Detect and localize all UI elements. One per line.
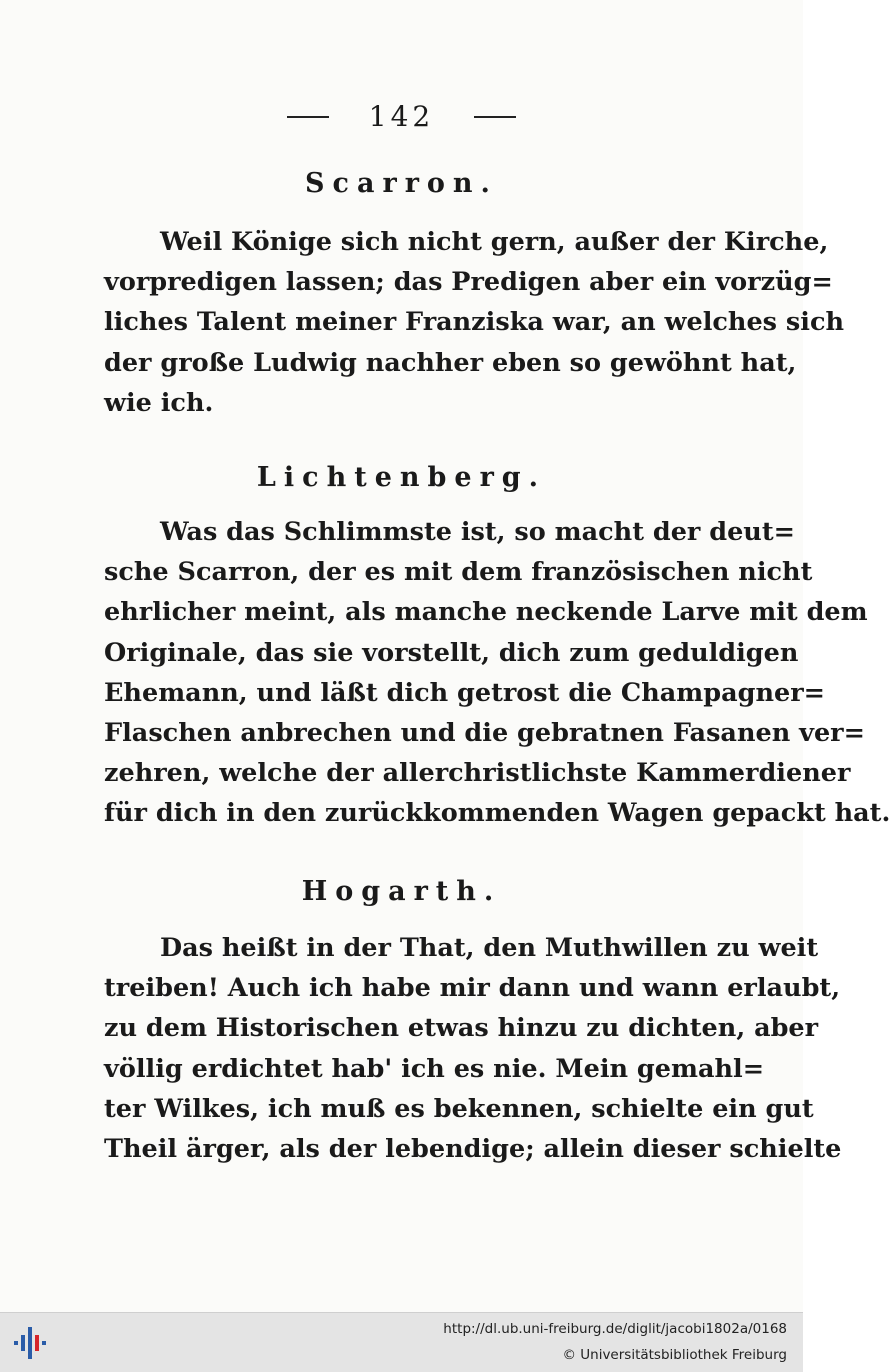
text-line: treiben! Auch ich habe mir dann und wann erlaubt,: [104, 973, 841, 1004]
footer-copyright: © Universitätsbibliothek Freiburg: [562, 1347, 787, 1363]
text-line: Was das Schlimmste ist, so macht der deut=: [160, 517, 795, 547]
page-number: 142: [368, 100, 435, 133]
text-line: Flaschen anbrechen und die gebratnen Fasanen ver=: [104, 718, 865, 749]
text-line: für dich in den zurückkommenden Wagen gepackt hat.: [104, 798, 890, 829]
section-title-lichtenberg: Lichtenberg.: [256, 462, 547, 493]
text-line: ter Wilkes, ich muß es bekennen, schielte ein gut: [104, 1093, 814, 1124]
footer-bar: [0, 1312, 803, 1372]
page-header: [0, 100, 803, 133]
text-line: liches Talent meiner Franziska war, an welches sich: [104, 307, 845, 338]
section-title-hogarth: Hogarth.: [301, 876, 502, 907]
paragraph-scarron: [104, 222, 845, 423]
text-line: zehren, welche der allerchristlichste Kammerdiener: [104, 758, 851, 789]
text-line: Weil Könige sich nicht gern, außer der Kirche,: [160, 227, 829, 257]
text-line: Theil ärger, als der lebendige; allein dieser schielte: [104, 1134, 842, 1165]
text-line: der große Ludwig nachher eben so gewöhnt hat,: [104, 347, 797, 378]
text-line: Ehemann, und läßt dich getrost die Champagner=: [104, 677, 826, 708]
paragraph-hogarth: [104, 928, 842, 1169]
text-line: ehrlicher meint, als manche neckende Larve mit dem: [104, 597, 868, 628]
text-line: völlig erdichtet hab' ich es nie. Mein gemahl=: [104, 1053, 765, 1084]
text-line: Das heißt in der That, den Muthwillen zu weit: [160, 933, 819, 963]
text-line: vorpredigen lassen; das Predigen aber ein vorzüg=: [104, 267, 833, 298]
text-line: wie ich.: [104, 387, 214, 418]
header-dash-right: [474, 116, 516, 118]
text-line: zu dem Historischen etwas hinzu zu dichten, aber: [104, 1013, 819, 1044]
header-dash-left: [287, 116, 329, 118]
footer-url[interactable]: http://dl.ub.uni-freiburg.de/diglit/jacobi1802a/0168: [443, 1321, 787, 1337]
section-title-scarron: Scarron.: [305, 168, 498, 199]
paragraph-lichtenberg: [104, 512, 890, 834]
ub-freiburg-logo-icon: [10, 1323, 50, 1363]
text-line: Originale, das sie vorstellt, dich zum geduldigen: [104, 637, 799, 668]
text-line: sche Scarron, der es mit dem französischen nicht: [104, 557, 813, 588]
